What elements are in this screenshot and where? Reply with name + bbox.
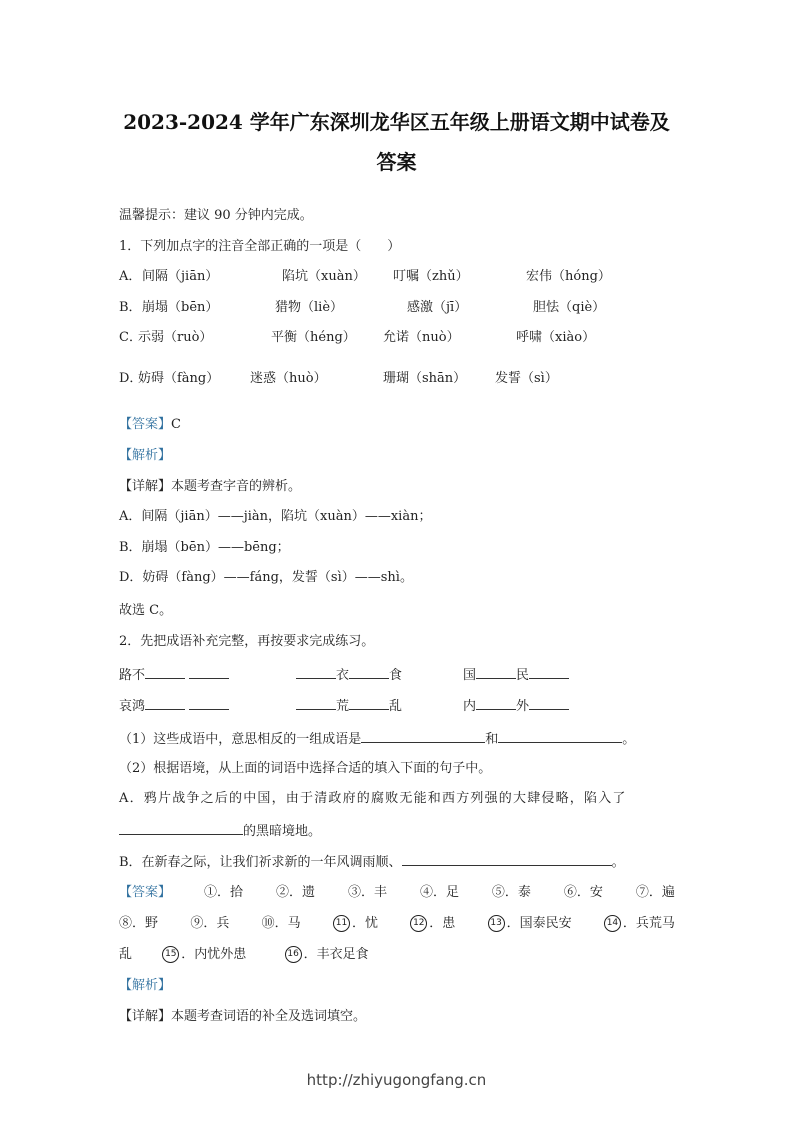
text-fragment: 和 — [485, 732, 499, 747]
detail-tag: 【详解】 — [119, 1009, 172, 1024]
q1-option-b-item4: 胆怯（qiè） — [533, 300, 606, 315]
q1-stem: 1．下列加点字的注音全部正确的一项是（ ） — [119, 239, 401, 254]
text-fragment: ④．足 — [419, 885, 459, 900]
q1-option-b-letter: B． — [119, 300, 142, 315]
idiom-5 — [296, 696, 402, 716]
text-fragment: 荒 — [336, 699, 350, 714]
text-fragment: ⑩ — [261, 916, 275, 931]
answer-tag: 【答案】 — [119, 885, 172, 900]
text-fragment: 13 — [488, 915, 505, 932]
text-fragment: 乱 — [119, 947, 133, 962]
text-fragment: ②．遗 — [275, 885, 315, 900]
page-title-line2: 答案 — [376, 150, 417, 174]
idiom-4 — [119, 696, 229, 716]
text-fragment: ．野 — [132, 916, 159, 931]
text-fragment: 的黑暗境地。 — [243, 824, 322, 839]
text-fragment: ．兵 — [203, 916, 230, 931]
detail-text: 本题考查字音的辨析。 — [171, 479, 302, 494]
q2-sentence-a: A．鸦片战争之后的中国，由于清政府的腐败无能和西方列强的大肆侵略，陷入了 — [119, 791, 627, 806]
detail-tag: 【详解】 — [119, 479, 172, 494]
q1-option-a-item2: 陷坑（xuàn） — [282, 269, 366, 284]
text-fragment: B．在新春之际，让我们祈求新的一年风调雨顺、 — [119, 855, 402, 870]
q1-option-c-item2: 平衡（héng） — [271, 330, 356, 345]
text-fragment: ⑥．安 — [563, 885, 603, 900]
text-fragment: ．丰衣足食 — [303, 947, 369, 962]
q1-option-b-item3: 感激（jī） — [407, 300, 468, 315]
text-fragment: 民 — [516, 668, 530, 683]
text-fragment: 11 — [333, 915, 350, 932]
q1-option-b-item1: 崩塌（bēn） — [142, 300, 219, 315]
text-fragment: ．忧 — [351, 916, 378, 931]
detail-text: 本题考查词语的补全及选词填空。 — [171, 1009, 367, 1024]
q2-sentence-a-cont — [119, 821, 321, 841]
text-fragment: 14 — [604, 915, 621, 932]
q1-option-c-item1: 示弱（ruò） — [138, 330, 213, 345]
q1-option-a-letter: A． — [119, 269, 142, 284]
text-fragment: 。 — [622, 732, 636, 747]
text-fragment: ⑦．遍 — [635, 885, 675, 900]
q1-detail-line-b: B．崩塌（bēn）——bēng； — [119, 540, 290, 555]
text-fragment: 内 — [463, 699, 477, 714]
text-fragment: ⑨ — [190, 916, 204, 931]
q1-option-a-item4: 宏伟（hóng） — [526, 269, 611, 284]
text-fragment: ⑧ — [119, 916, 133, 931]
q1-option-c-item3: 允诺（nuò） — [383, 330, 460, 345]
q1-option-d-item2: 迷惑（huò） — [250, 371, 327, 386]
text-fragment: ．患 — [429, 916, 456, 931]
q1-detail — [119, 478, 301, 496]
text-fragment: 食 — [389, 668, 403, 683]
page-title-line1: 2023-2024 学年广东深圳龙华区五年级上册语文期中试卷及 — [123, 110, 670, 134]
q1-option-c-item4: 呼啸（xiào） — [516, 330, 596, 345]
idiom-3 — [463, 665, 569, 685]
text-fragment: 外 — [516, 699, 530, 714]
q2-answer-row1 — [119, 884, 675, 902]
text-fragment: 国 — [463, 668, 477, 683]
footer-url[interactable]: http://zhiyugongfang.cn — [306, 1071, 487, 1089]
tip-text: 温馨提示：建议 90 分钟内完成。 — [119, 208, 313, 223]
q1-option-a-item3: 叮嘱（zhǔ） — [393, 269, 469, 284]
q2-analysis-tag: 【解析】 — [119, 978, 172, 993]
text-fragment: ．国泰民安 — [506, 916, 572, 931]
q1-detail-line-d: D．妨碍（fàng）——fáng，发誓（sì）——shì。 — [119, 570, 413, 585]
q1-option-d-item1: 妨碍（fàng） — [138, 371, 220, 386]
text-fragment: 16 — [285, 946, 302, 963]
q1-option-d-item3: 珊瑚（shān） — [383, 371, 467, 386]
q2-stem: 2．先把成语补充完整，再按要求完成练习。 — [119, 634, 375, 649]
q1-answer — [119, 416, 181, 434]
idiom-6 — [463, 696, 569, 716]
q1-option-d-item4: 发誓（sì） — [495, 371, 558, 386]
text-fragment: ．内忧外患 — [181, 947, 247, 962]
q1-option-c-letter: C． — [119, 330, 142, 345]
text-fragment: 衣 — [336, 668, 350, 683]
q2-answer-row2 — [119, 915, 675, 933]
text-fragment: 乱 — [389, 699, 403, 714]
text-fragment: ①．拾 — [203, 885, 243, 900]
text-fragment: ③．丰 — [347, 885, 387, 900]
q1-conclusion: 故选 C。 — [119, 603, 173, 618]
q1-detail-line-a: A．间隔（jiān）——jiàn，陷坑（xuàn）——xiàn； — [119, 509, 432, 524]
text-fragment: 路不 — [119, 668, 146, 683]
q1-option-a-item1: 间隔（jiān） — [142, 269, 219, 284]
text-fragment: 12 — [410, 915, 427, 932]
q2-detail — [119, 1008, 366, 1026]
q1-option-d-letter: D． — [119, 371, 143, 386]
text-fragment: 15 — [162, 946, 179, 963]
answer-tag: 【答案】 — [119, 417, 172, 432]
text-fragment: （1）这些成语中，意思相反的一组成语是 — [119, 732, 362, 747]
text-fragment: 。 — [611, 855, 625, 870]
text-fragment: ．兵荒马 — [622, 916, 675, 931]
text-fragment: 哀鸿 — [119, 699, 146, 714]
q1-option-b-item2: 猎物（liè） — [275, 300, 344, 315]
idiom-1 — [119, 665, 229, 685]
idiom-2 — [296, 665, 402, 685]
q1-analysis-tag: 【解析】 — [119, 448, 172, 463]
q2-sub1 — [119, 729, 635, 749]
q2-sentence-b — [119, 852, 625, 872]
q2-answer-row3 — [119, 946, 369, 964]
q2-sub2: （2）根据语境，从上面的词语中选择合适的填入下面的句子中。 — [119, 761, 492, 776]
text-fragment: ⑤．泰 — [491, 885, 531, 900]
answer-value: C — [171, 417, 181, 432]
text-fragment: ．马 — [274, 916, 301, 931]
